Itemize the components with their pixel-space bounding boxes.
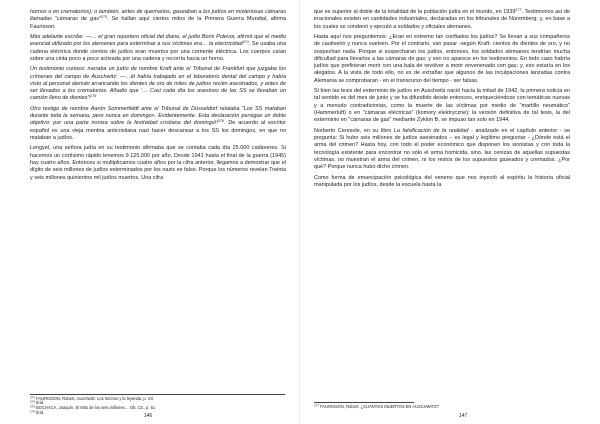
text-run: . Se hallan aquí ciertos mitos de la Primera Guerra Mundial, afirma Faurisson.: [30, 16, 286, 30]
footnote-ref: 277: [515, 8, 522, 12]
right-page-number: 147: [458, 413, 468, 419]
left-page-body: [30, 9, 286, 182]
paragraph: [30, 34, 286, 63]
right-page-footnotes: [314, 402, 439, 409]
text-run: Norberto Ceresole, en su libro: [314, 127, 394, 134]
right-page: [300, 0, 600, 424]
left-page-number: 146: [143, 413, 153, 419]
footnote-text: Ibíd.: [36, 400, 45, 406]
paragraph: [314, 88, 570, 124]
footnote-ref: 273: [100, 15, 107, 20]
text-run: Como forma de emancipación psicológica del veneno que nos inyectó al espíritu la historia oficial manipulada por los judíos, desde la escuela hasta la: [314, 174, 570, 188]
text-run: hornos o en crematorios); o también, antes de quemarlos, gaseaban a los judíos en misteriosas cámaras llamadas "cámaras de gas": [30, 9, 286, 23]
footnote-text: BOCHACA, Joaquín, El Mito de los seis millones… Ob. Cit., p. 61: [36, 405, 156, 411]
paragraph: [314, 9, 570, 31]
paragraph: [314, 34, 570, 85]
footnote-text: FAURISSON, Robert, Auschwitz: Los hechos y la leyenda, p. XX: [36, 395, 154, 401]
paragraph: [314, 175, 570, 190]
footnote-text: Ibíd.: [36, 410, 45, 416]
text-run: La falsificación de la realidad: [393, 127, 469, 134]
paragraph: [30, 106, 286, 142]
footnote-text: FAURISSON, Robert, ¿CUÁNTOS MUERTOS EN AUSCHWITZ?: [320, 403, 439, 409]
footnote-ref: 276: [217, 119, 224, 124]
text-run: Más adelante escribe: —… el gran reportero oficial del diario, el judío Boris Polevoi, afirmó que el medio esencial utilizado por los alemanes para exterminar a sus víctimas era… la electricidad: [30, 33, 286, 48]
footnote-number: 275: [30, 404, 36, 409]
text-run: . Se usaba una cadena eléctrica donde cientos de judíos eran muertos por una corriente eléctrica. Los cuerpos caían sobre una cinta poco a poco activada por una cadena y recorría hacia un horno.: [30, 41, 286, 62]
paragraph: [314, 128, 570, 172]
footnote-number: 274: [30, 399, 36, 404]
footnote-number: 273: [30, 395, 36, 399]
text-run: - analizado en el capítulo anterior - se pregunta: Si hubo seis millones de judíos asesinados – es legal y legítimo preguntar - ¿Dónde está el arma del crimen? Hasta hoy, con todo el poder económico que disponen los sionistas y con toda la tecnología existente para encontrar no sólo el arma homicida, sino, las cenizas de aquellas supuestas víctimas, no muestran el arma del crimen, ni los restos de los supuestos gaseados y cremados. ¿Por qué? Porque nunca hubo dicho crimen.: [314, 127, 570, 171]
text-run: Otro testigo de nombre Aarón Sommerfeldt ante el Tribunal de Düsseldorf relataba "Los SS mataban durante toda la semana, pero nunca en domingo». Evidentemente. Esta declaración persigue un doble objetivo: por una parte ironiza sobre la festividad cristiana del domingo!!: [30, 105, 286, 127]
footnote-ref: 274: [242, 40, 249, 45]
paragraph: [30, 66, 286, 102]
text-run: Un testimonio curioso: narraba un judío de nombre Kraft ante el Tribunal de Frankfurt que juzgaba los crímenes del campo de Auschwitz: —…él había trabajado en el laboratorio dental del campo y había visto al personal alemán arrancando los dientes de oro de miles de judíos recién asesinados, y antes de ser llevados a los crematorios. Añadió que '… Casi cada día los asesinos de las SS se llevaban un camión lleno de dientes'!: [30, 66, 286, 102]
text-run: . De acuerdo al escritor español es una vieja mentira anticristiana nazi hacer descansar a los SS los domingos, en que no mataban a judíos.: [30, 120, 286, 142]
paragraph: [30, 9, 286, 31]
right-page-body: [314, 9, 570, 189]
text-run: Lengyel, una señora judía en su testimonio afirmaba que se contaba cada día 25.000 cadáveres. Si hacemos un cortísimo rápido tenemos 9.125.000 por año. Desde 1941 hasta el final de la guerra (1945) hay cuatro años. Entonces si multiplicamos cuatro años por la cifra anterior, llegamos a demostrar que el dígito de seis millones de judíos exterminados por los nazis es falso. Porque los números revelan Treinta y seis millones quinientos mil judíos muertos. Una cifra: [30, 145, 286, 181]
text-run: . Testimonios así de irracionales existen en cantidades industriales, declaradas en los tribunales de Núremberg; y, en base a los cuales se condenó y ejecutó a soldados y oficiales alemanes.: [314, 9, 570, 30]
text-run: Si bien las tesis del exterminio de judíos en Auschwitz nació hacia la mitad de 1942, la primera noticia en tal sentido es del mes de junio y se ha difundido desde entonces, enriqueciéndose con temáticas nuevas y a menudo contradictorias, como la muerte de las víctimas por medio de "martillo neumático" (Hammerluft) o en "cámaras eléctricas" (komory elektryczne); la versión definitiva de tal tesis, la del exterminio en "cámaras de gas" mediante Zyklon B, se impuso tan solo en 1944.: [314, 88, 570, 124]
paragraph: [30, 145, 286, 181]
footnote-number: 276: [30, 409, 36, 414]
text-run: Hasta aquí nos preguntemos: ¿Eran en extremo tan confiados los judíos? Se llevan a sus compañeros de cautiverio y nunca vuelven. Por el contrario, van pasar -según Kraft- cientos de dientes de oro, y no sospechan nada. Porque si sospecharan los judíos, entonces, los soldados alemanes tendrían mucha dificultad para llevarlos a las cámaras de gas; y eso no aparece en los testimonios. En todo caso habría judíos que prefirieran morir con una bala de revólver a morir envenenado con gas; y, eso estaría en los alegatos. A la vista de todo ello, no es de extrañar que algunos de las inculpaciones lanzadas contra Alemania se comprobaran - en el transcurso del tiempo - ser falsas.: [314, 33, 570, 84]
footnote-number: 277: [314, 403, 320, 407]
footnote: [314, 403, 439, 410]
footnote-ref: 275: [90, 94, 97, 99]
text-run: que es superior al doble de la totalidad de la población judía en el mundo, en 1939: [314, 9, 516, 15]
